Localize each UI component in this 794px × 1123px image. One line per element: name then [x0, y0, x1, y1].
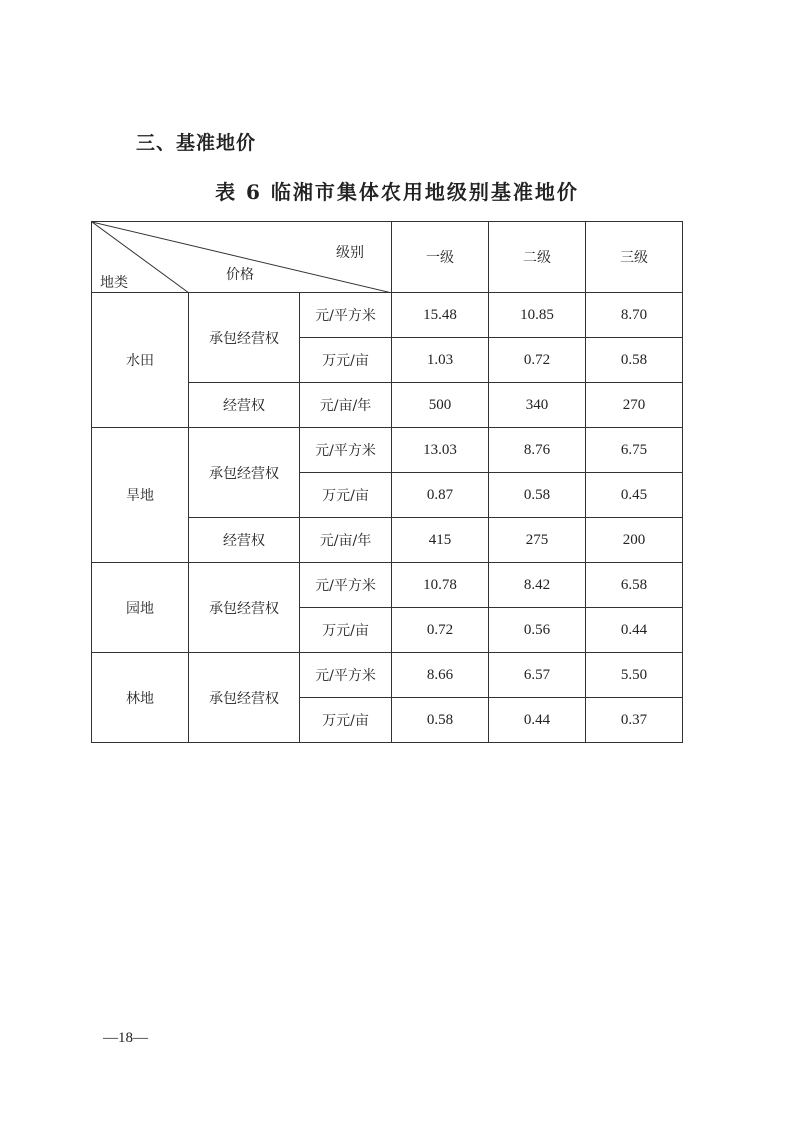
- corner-land-type-label: 地类: [100, 275, 128, 291]
- price-value-cell: 10.85: [489, 293, 586, 338]
- price-value-cell: 1.03: [392, 338, 489, 383]
- price-value-cell: 6.57: [489, 653, 586, 698]
- price-value-cell: 0.58: [586, 338, 683, 383]
- unit-cell: 元/平方米: [300, 428, 392, 473]
- price-value-cell: 500: [392, 383, 489, 428]
- table-row: [92, 293, 683, 338]
- corner-price-label: 价格: [226, 267, 254, 283]
- price-value-cell: 10.78: [392, 563, 489, 608]
- unit-cell: 元/亩/年: [300, 383, 392, 428]
- price-value-cell: 0.87: [392, 473, 489, 518]
- price-value-cell: 0.44: [586, 608, 683, 653]
- table-row: [92, 428, 683, 473]
- unit-cell: 万元/亩: [300, 698, 392, 743]
- section-heading: 三、基准地价: [136, 132, 257, 154]
- price-value-cell: 5.50: [586, 653, 683, 698]
- land-type-cell: 园地: [92, 563, 189, 653]
- right-type-cell: 承包经营权: [189, 428, 300, 518]
- price-value-cell: 15.48: [392, 293, 489, 338]
- unit-cell: 元/亩/年: [300, 518, 392, 563]
- land-price-table: [91, 221, 683, 743]
- right-type-cell: 承包经营权: [189, 653, 300, 743]
- price-value-cell: 0.58: [392, 698, 489, 743]
- land-type-cell: 林地: [92, 653, 189, 743]
- price-value-cell: 0.45: [586, 473, 683, 518]
- price-value-cell: 0.72: [489, 338, 586, 383]
- table-row: [92, 653, 683, 698]
- land-type-cell: 水田: [92, 293, 189, 428]
- unit-cell: 元/平方米: [300, 653, 392, 698]
- price-value-cell: 270: [586, 383, 683, 428]
- price-value-cell: 0.58: [489, 473, 586, 518]
- price-value-cell: 8.76: [489, 428, 586, 473]
- price-value-cell: 6.58: [586, 563, 683, 608]
- price-value-cell: 200: [586, 518, 683, 563]
- corner-grade-label: 级别: [336, 245, 364, 261]
- unit-cell: 万元/亩: [300, 473, 392, 518]
- unit-cell: 万元/亩: [300, 608, 392, 653]
- grade-header-1: 一级: [392, 222, 489, 293]
- page-number: —18—: [103, 1030, 148, 1046]
- unit-cell: 万元/亩: [300, 338, 392, 383]
- unit-cell: 元/平方米: [300, 293, 392, 338]
- grade-header-3: 三级: [586, 222, 683, 293]
- price-value-cell: 8.42: [489, 563, 586, 608]
- table-caption: 表 6 临湘市集体农用地级别基准地价: [215, 180, 579, 204]
- right-type-cell: 经营权: [189, 383, 300, 428]
- land-type-cell: 旱地: [92, 428, 189, 563]
- price-value-cell: 0.56: [489, 608, 586, 653]
- right-type-cell: 承包经营权: [189, 293, 300, 383]
- price-value-cell: 6.75: [586, 428, 683, 473]
- grade-header-2: 二级: [489, 222, 586, 293]
- table-row: [92, 563, 683, 608]
- table-header-row: [92, 222, 683, 293]
- price-value-cell: 8.70: [586, 293, 683, 338]
- right-type-cell: 承包经营权: [189, 563, 300, 653]
- price-value-cell: 0.72: [392, 608, 489, 653]
- price-value-cell: 13.03: [392, 428, 489, 473]
- price-value-cell: 0.44: [489, 698, 586, 743]
- price-value-cell: 275: [489, 518, 586, 563]
- unit-cell: 元/平方米: [300, 563, 392, 608]
- diagonal-header-cell: [92, 222, 392, 293]
- price-value-cell: 8.66: [392, 653, 489, 698]
- price-value-cell: 0.37: [586, 698, 683, 743]
- price-value-cell: 415: [392, 518, 489, 563]
- price-value-cell: 340: [489, 383, 586, 428]
- right-type-cell: 经营权: [189, 518, 300, 563]
